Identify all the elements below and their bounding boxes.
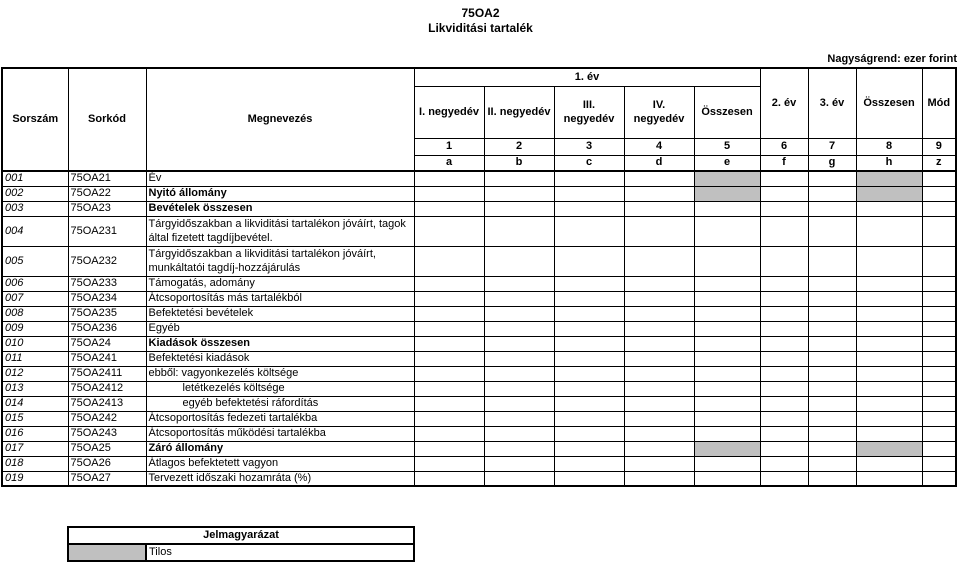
value-cell[interactable]: [624, 186, 694, 201]
value-cell[interactable]: [554, 456, 624, 471]
value-cell[interactable]: [922, 246, 956, 276]
value-cell[interactable]: [760, 201, 808, 216]
value-cell[interactable]: [484, 381, 554, 396]
row-name: Tárgyidőszakban a likviditási tartalékon jóváírt, tagok által fizetett tagdíjbevétel.: [146, 216, 414, 246]
value-cell[interactable]: [414, 201, 484, 216]
value-cell[interactable]: [624, 441, 694, 456]
legend-item-label: Tilos: [146, 544, 414, 561]
row-number: 017: [2, 441, 68, 456]
value-cell[interactable]: [484, 351, 554, 366]
value-cell[interactable]: [760, 336, 808, 351]
col-number: 8: [856, 138, 922, 155]
row-number: 010: [2, 336, 68, 351]
value-cell[interactable]: [922, 186, 956, 201]
value-cell[interactable]: [760, 171, 808, 186]
value-cell[interactable]: [808, 306, 856, 321]
row-name: Év: [146, 171, 414, 186]
row-code: 75OA243: [68, 426, 146, 441]
col-letter: e: [694, 155, 760, 171]
value-cell[interactable]: [856, 246, 922, 276]
table-row: [2, 216, 956, 246]
header-ev3: 3. év: [808, 68, 856, 138]
row-code: 75OA27: [68, 471, 146, 486]
value-cell[interactable]: [922, 441, 956, 456]
value-cell[interactable]: [414, 336, 484, 351]
value-cell[interactable]: [760, 321, 808, 336]
value-cell[interactable]: [808, 186, 856, 201]
value-cell[interactable]: [624, 336, 694, 351]
value-cell[interactable]: [922, 306, 956, 321]
value-cell[interactable]: [922, 291, 956, 306]
col-letter: c: [554, 155, 624, 171]
row-code: 75OA233: [68, 276, 146, 291]
value-cell[interactable]: [414, 246, 484, 276]
col-number: 5: [694, 138, 760, 155]
value-cell[interactable]: [922, 471, 956, 486]
value-cell[interactable]: [414, 471, 484, 486]
row-number: 013: [2, 381, 68, 396]
value-cell[interactable]: [856, 201, 922, 216]
value-cell[interactable]: [624, 396, 694, 411]
col-letter: h: [856, 155, 922, 171]
value-cell[interactable]: [414, 186, 484, 201]
value-cell[interactable]: [922, 381, 956, 396]
value-cell[interactable]: [694, 351, 760, 366]
value-cell[interactable]: [554, 441, 624, 456]
value-cell[interactable]: [694, 336, 760, 351]
row-number: 014: [2, 396, 68, 411]
value-cell[interactable]: [484, 411, 554, 426]
value-cell[interactable]: [922, 216, 956, 246]
value-cell[interactable]: [808, 456, 856, 471]
value-cell[interactable]: [760, 306, 808, 321]
table-row: [2, 246, 956, 276]
value-cell[interactable]: [624, 351, 694, 366]
value-cell[interactable]: [694, 441, 760, 456]
col-number: 6: [760, 138, 808, 155]
row-number: 007: [2, 291, 68, 306]
header-osszesen2: Összesen: [856, 68, 922, 138]
value-cell[interactable]: [554, 351, 624, 366]
table-row: [2, 426, 956, 441]
unit-label: Nagyságrend: ezer forint: [827, 53, 957, 65]
row-name: Bevételek összesen: [146, 201, 414, 216]
value-cell[interactable]: [694, 246, 760, 276]
value-cell[interactable]: [624, 471, 694, 486]
value-cell[interactable]: [624, 246, 694, 276]
row-code: 75OA2413: [68, 396, 146, 411]
row-number: 001: [2, 171, 68, 186]
value-cell[interactable]: [554, 171, 624, 186]
row-number: 003: [2, 201, 68, 216]
value-cell[interactable]: [624, 411, 694, 426]
value-cell[interactable]: [694, 186, 760, 201]
value-cell[interactable]: [624, 306, 694, 321]
col-letter: f: [760, 155, 808, 171]
col-number: 9: [922, 138, 956, 155]
table-row: [2, 366, 956, 381]
value-cell[interactable]: [414, 396, 484, 411]
value-cell[interactable]: [554, 381, 624, 396]
value-cell[interactable]: [760, 411, 808, 426]
value-cell[interactable]: [922, 321, 956, 336]
row-number: 011: [2, 351, 68, 366]
value-cell[interactable]: [808, 411, 856, 426]
value-cell[interactable]: [760, 426, 808, 441]
row-number: 012: [2, 366, 68, 381]
value-cell[interactable]: [856, 456, 922, 471]
value-cell[interactable]: [484, 441, 554, 456]
col-number: 7: [808, 138, 856, 155]
value-cell[interactable]: [554, 321, 624, 336]
value-cell[interactable]: [554, 201, 624, 216]
value-cell[interactable]: [624, 321, 694, 336]
col-letter: d: [624, 155, 694, 171]
value-cell[interactable]: [414, 276, 484, 291]
row-name: Tervezett időszaki hozamráta (%): [146, 471, 414, 486]
value-cell[interactable]: [922, 336, 956, 351]
col-letter: b: [484, 155, 554, 171]
value-cell[interactable]: [922, 396, 956, 411]
value-cell[interactable]: [922, 366, 956, 381]
row-code: 75OA235: [68, 306, 146, 321]
row-name: Tárgyidőszakban a likviditási tartalékon jóváírt, munkáltatói tagdíj-hozzájárulás: [146, 246, 414, 276]
row-name: Kiadások összesen: [146, 336, 414, 351]
row-name: Befektetési kiadások: [146, 351, 414, 366]
value-cell[interactable]: [414, 411, 484, 426]
value-cell[interactable]: [694, 321, 760, 336]
value-cell[interactable]: [554, 246, 624, 276]
value-cell[interactable]: [856, 411, 922, 426]
row-number: 002: [2, 186, 68, 201]
value-cell[interactable]: [808, 171, 856, 186]
value-cell[interactable]: [760, 351, 808, 366]
value-cell[interactable]: [760, 291, 808, 306]
form-code: 75OA2: [461, 6, 500, 20]
legend-title: Jelmagyarázat: [68, 527, 414, 544]
value-cell[interactable]: [922, 411, 956, 426]
value-cell[interactable]: [694, 411, 760, 426]
table-row: [2, 411, 956, 426]
header-sorszam: Sorszám: [2, 68, 68, 171]
row-code: 75OA234: [68, 291, 146, 306]
value-cell[interactable]: [856, 291, 922, 306]
value-cell[interactable]: [624, 201, 694, 216]
value-cell[interactable]: [808, 276, 856, 291]
row-number: 018: [2, 456, 68, 471]
value-cell[interactable]: [484, 291, 554, 306]
value-cell[interactable]: [808, 321, 856, 336]
row-name: Nyitó állomány: [146, 186, 414, 201]
row-number: 019: [2, 471, 68, 486]
value-cell[interactable]: [760, 246, 808, 276]
value-cell[interactable]: [808, 291, 856, 306]
value-cell[interactable]: [694, 426, 760, 441]
value-cell[interactable]: [808, 471, 856, 486]
table-row: [2, 456, 956, 471]
row-number: 004: [2, 216, 68, 246]
value-cell[interactable]: [554, 291, 624, 306]
header-q2: II. negyedév: [484, 86, 554, 138]
value-cell[interactable]: [554, 426, 624, 441]
value-cell[interactable]: [694, 381, 760, 396]
value-cell[interactable]: [694, 171, 760, 186]
value-cell[interactable]: [856, 186, 922, 201]
row-code: 75OA232: [68, 246, 146, 276]
value-cell[interactable]: [856, 381, 922, 396]
value-cell[interactable]: [760, 366, 808, 381]
value-cell[interactable]: [414, 441, 484, 456]
value-cell[interactable]: [624, 381, 694, 396]
header-q3: III. negyedév: [554, 86, 624, 138]
value-cell[interactable]: [694, 276, 760, 291]
value-cell[interactable]: [414, 216, 484, 246]
value-cell[interactable]: [414, 426, 484, 441]
value-cell[interactable]: [760, 381, 808, 396]
value-cell[interactable]: [414, 381, 484, 396]
value-cell[interactable]: [694, 366, 760, 381]
row-name: Átlagos befektetett vagyon: [146, 456, 414, 471]
row-name: egyéb befektetési ráfordítás: [146, 396, 414, 411]
value-cell[interactable]: [484, 306, 554, 321]
value-cell[interactable]: [760, 276, 808, 291]
value-cell[interactable]: [922, 201, 956, 216]
value-cell[interactable]: [484, 471, 554, 486]
form-title: Likviditási tartalék: [428, 21, 533, 35]
value-cell[interactable]: [554, 276, 624, 291]
value-cell[interactable]: [694, 396, 760, 411]
value-cell[interactable]: [484, 171, 554, 186]
header-osszesen1: Összesen: [694, 86, 760, 138]
value-cell[interactable]: [856, 336, 922, 351]
header-mod: Mód: [922, 68, 956, 138]
value-cell[interactable]: [414, 291, 484, 306]
value-cell[interactable]: [554, 411, 624, 426]
value-cell[interactable]: [808, 246, 856, 276]
value-cell[interactable]: [414, 456, 484, 471]
value-cell[interactable]: [484, 186, 554, 201]
value-cell[interactable]: [554, 396, 624, 411]
value-cell[interactable]: [484, 366, 554, 381]
row-code: 75OA2412: [68, 381, 146, 396]
row-code: 75OA26: [68, 456, 146, 471]
value-cell[interactable]: [808, 336, 856, 351]
value-cell[interactable]: [856, 426, 922, 441]
value-cell[interactable]: [624, 456, 694, 471]
header-ev2: 2. év: [760, 68, 808, 138]
value-cell[interactable]: [856, 441, 922, 456]
value-cell[interactable]: [554, 216, 624, 246]
value-cell[interactable]: [808, 441, 856, 456]
legend: [67, 526, 415, 562]
value-cell[interactable]: [922, 456, 956, 471]
row-name: ebből: vagyonkezelés költsége: [146, 366, 414, 381]
value-cell[interactable]: [624, 276, 694, 291]
header-sorkod: Sorkód: [68, 68, 146, 171]
row-code: 75OA22: [68, 186, 146, 201]
row-name: Befektetési bevételek: [146, 306, 414, 321]
value-cell[interactable]: [808, 366, 856, 381]
col-number: 3: [554, 138, 624, 155]
value-cell[interactable]: [856, 306, 922, 321]
row-name: Átcsoportosítás más tartalékból: [146, 291, 414, 306]
table-row: [2, 291, 956, 306]
header-ev1: 1. év: [414, 68, 760, 86]
value-cell[interactable]: [624, 291, 694, 306]
row-code: 75OA236: [68, 321, 146, 336]
value-cell[interactable]: [856, 471, 922, 486]
legend-swatch: [68, 544, 146, 561]
value-cell[interactable]: [808, 426, 856, 441]
table-row: [2, 351, 956, 366]
row-name: Átcsoportosítás működési tartalékba: [146, 426, 414, 441]
value-cell[interactable]: [922, 276, 956, 291]
value-cell[interactable]: [808, 351, 856, 366]
col-letter: g: [808, 155, 856, 171]
row-number: 015: [2, 411, 68, 426]
value-cell[interactable]: [856, 351, 922, 366]
value-cell[interactable]: [624, 171, 694, 186]
value-cell[interactable]: [554, 471, 624, 486]
value-cell[interactable]: [760, 216, 808, 246]
table-row: [2, 441, 956, 456]
col-number: 1: [414, 138, 484, 155]
value-cell[interactable]: [694, 216, 760, 246]
table-row: [2, 276, 956, 291]
table-row: [2, 396, 956, 411]
row-name: Záró állomány: [146, 441, 414, 456]
table-row: [2, 336, 956, 351]
col-number: 2: [484, 138, 554, 155]
value-cell[interactable]: [484, 426, 554, 441]
row-code: 75OA231: [68, 216, 146, 246]
value-cell[interactable]: [554, 366, 624, 381]
col-number: 4: [624, 138, 694, 155]
value-cell[interactable]: [694, 306, 760, 321]
value-cell[interactable]: [856, 171, 922, 186]
value-cell[interactable]: [414, 351, 484, 366]
value-cell[interactable]: [624, 426, 694, 441]
row-number: 016: [2, 426, 68, 441]
row-code: 75OA2411: [68, 366, 146, 381]
value-cell[interactable]: [554, 336, 624, 351]
value-cell[interactable]: [624, 366, 694, 381]
value-cell[interactable]: [922, 426, 956, 441]
value-cell[interactable]: [484, 456, 554, 471]
table-row: [2, 186, 956, 201]
value-cell[interactable]: [808, 396, 856, 411]
value-cell[interactable]: [760, 456, 808, 471]
value-cell[interactable]: [760, 441, 808, 456]
value-cell[interactable]: [856, 276, 922, 291]
value-cell[interactable]: [760, 471, 808, 486]
row-number: 006: [2, 276, 68, 291]
value-cell[interactable]: [856, 216, 922, 246]
table-row: [2, 201, 956, 216]
header-megnevezes: Megnevezés: [146, 68, 414, 171]
table-row: [2, 321, 956, 336]
value-cell[interactable]: [922, 171, 956, 186]
value-cell[interactable]: [414, 306, 484, 321]
value-cell[interactable]: [760, 396, 808, 411]
header-q4: IV. negyedév: [624, 86, 694, 138]
value-cell[interactable]: [808, 216, 856, 246]
data-table: [1, 67, 957, 487]
value-cell[interactable]: [808, 381, 856, 396]
value-cell[interactable]: [856, 321, 922, 336]
table-row: [2, 381, 956, 396]
value-cell[interactable]: [484, 201, 554, 216]
header-q1: I. negyedév: [414, 86, 484, 138]
value-cell[interactable]: [484, 216, 554, 246]
row-number: 005: [2, 246, 68, 276]
value-cell[interactable]: [414, 171, 484, 186]
value-cell[interactable]: [554, 186, 624, 201]
row-name: letétkezelés költsége: [146, 381, 414, 396]
table-row: [2, 306, 956, 321]
value-cell[interactable]: [414, 366, 484, 381]
row-name: Átcsoportosítás fedezeti tartalékba: [146, 411, 414, 426]
row-name: Egyéb: [146, 321, 414, 336]
row-code: 75OA241: [68, 351, 146, 366]
row-code: 75OA25: [68, 441, 146, 456]
value-cell[interactable]: [554, 306, 624, 321]
value-cell[interactable]: [694, 456, 760, 471]
value-cell[interactable]: [808, 201, 856, 216]
row-code: 75OA242: [68, 411, 146, 426]
table-row: [2, 171, 956, 186]
value-cell[interactable]: [694, 471, 760, 486]
col-letter: a: [414, 155, 484, 171]
row-code: 75OA23: [68, 201, 146, 216]
value-cell[interactable]: [760, 186, 808, 201]
row-name: Támogatás, adomány: [146, 276, 414, 291]
value-cell[interactable]: [856, 366, 922, 381]
value-cell[interactable]: [484, 276, 554, 291]
row-code: 75OA21: [68, 171, 146, 186]
value-cell[interactable]: [484, 246, 554, 276]
value-cell[interactable]: [922, 351, 956, 366]
value-cell[interactable]: [484, 336, 554, 351]
col-letter: z: [922, 155, 956, 171]
value-cell[interactable]: [694, 201, 760, 216]
table-row: [2, 471, 956, 486]
row-number: 009: [2, 321, 68, 336]
row-code: 75OA24: [68, 336, 146, 351]
value-cell[interactable]: [694, 291, 760, 306]
value-cell[interactable]: [414, 321, 484, 336]
value-cell[interactable]: [484, 321, 554, 336]
row-number: 008: [2, 306, 68, 321]
value-cell[interactable]: [484, 396, 554, 411]
value-cell[interactable]: [624, 216, 694, 246]
value-cell[interactable]: [856, 396, 922, 411]
